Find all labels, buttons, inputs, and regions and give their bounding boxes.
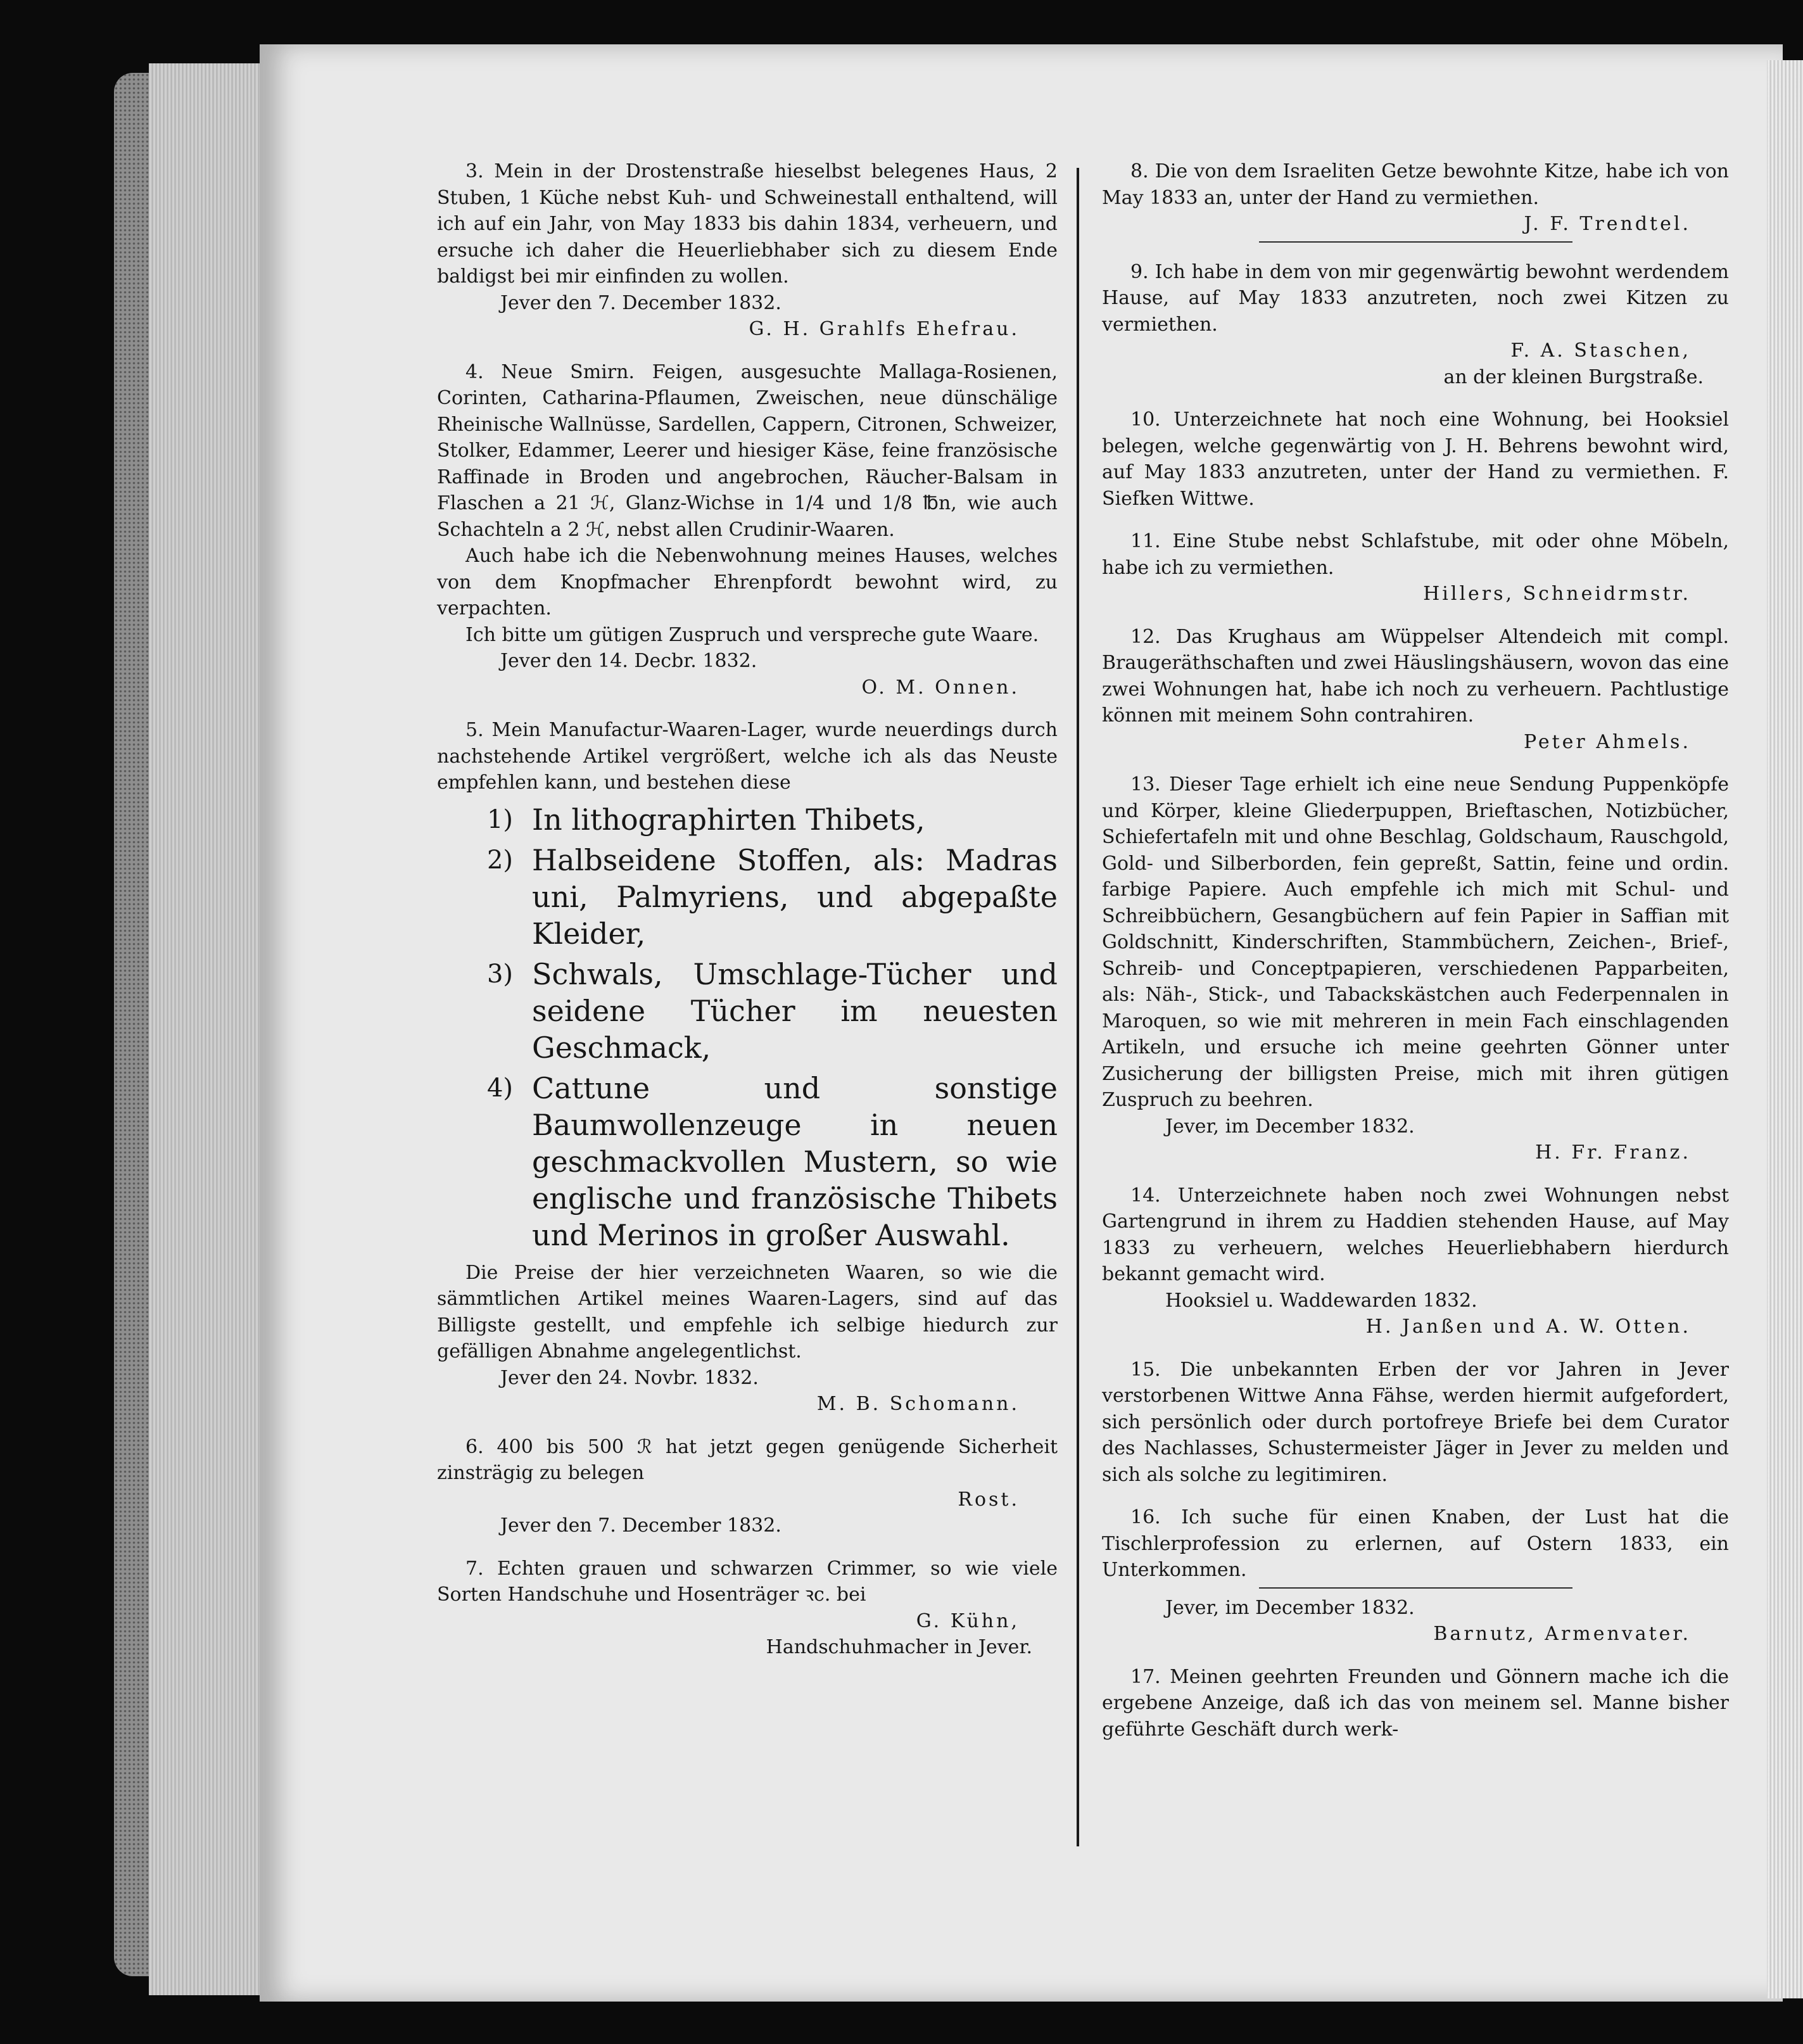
right-column <box>1102 158 1729 1759</box>
notice-text: 13. Dieser Tage erhielt ich eine neue Sendung Puppenköpfe und Körper, kleine Gliederpuppen, Brieftaschen, Notizbücher, Schiefertafeln mit und ohne Beschlag, Goldschaum, Rauschgold, Gold- und Silberborden, fein gepreßt, Sattin, feine und ordin. farbige Papiere. Auch empfehle ich mich mit Schul- und Schreibbüchern, Gesangbüchern auf fein Papier in Saffian mit Goldschnitt, Kinderschriften, Stammbüchern, Zeichen-, Brief-, Schreib- und Conceptpapieren, verschiedenen Papparbeiten, als: Näh-, Stick-, und Tabackskästchen auch Federpennalen in Maroquen, so wie mit mehreren in mein Fach einschlagenden Artikeln, und ersuche ich meine geehrten Gönner unter Zusicherung der billigsten Preise, mich mit ihren gütigen Zuspruch zu beehren. <box>1102 773 1729 1111</box>
signature: O. M. Onnen. <box>861 676 1020 699</box>
signature: Hillers, Schneidrmstr. <box>1423 583 1691 605</box>
notice-text: 4. Neue Smirn. Feigen, ausgesuchte Mallaga-Rosienen, Corinten, Catharina-Pflaumen, Zweischen, neue dünschälige Rheinische Wallnüsse, Sardellen, Cappern, Citronen, Schweizer, Stolker, Edammer, Leerer und hiesiger Käse, feine französische Raffinade in Broden und angebrochen, Räucher-Balsam in Flaschen a 21 ℋ, Glanz-Wichse in 1/4 und 1/8 ℔n, wie auch Schachteln a 2 ℋ, nebst allen Crudinir-Waaren. <box>437 360 1058 541</box>
list-item <box>437 956 1058 1066</box>
notice-item <box>1102 259 1729 391</box>
list-text: In lithographirten Thibets, <box>532 802 925 837</box>
place-date: Jever den 14. Decbr. 1832. <box>500 650 757 672</box>
notice-text: 17. Meinen geehrten Freunden und Gönnern mache ich die ergebene Anzeige, daß ich das von meinem sel. Manne bisher geführte Geschäft durch werk- <box>1102 1665 1729 1741</box>
column-divider <box>1077 168 1079 1846</box>
place-date: Hooksiel u. Waddewarden 1832. <box>1165 1289 1477 1312</box>
signature: Barnutz, Armenvater. <box>1433 1623 1691 1645</box>
separator-rule <box>1259 1587 1572 1589</box>
separator-rule <box>1259 241 1572 243</box>
notice-text: 16. Ich suche für einen Knaben, der Lust hat die Tischlerprofession zu erlernen, auf Ostern 1833, ein Unterkommen. <box>1102 1506 1729 1581</box>
signature: G. Kühn, <box>916 1609 1020 1632</box>
notice-text: 6. 400 bis 500 ℛ hat jetzt gegen genügende Sicherheit zinsträgig zu belegen <box>437 1435 1058 1484</box>
notice-item <box>1102 528 1729 607</box>
list-text: Halbseidene Stoffen, als: Madras uni, Palmyriens, und abgepaßte Kleider, <box>532 842 1058 951</box>
signature: F. A. Staschen, <box>1510 340 1691 362</box>
notice-intro: 5. Mein Manufactur-Waaren-Lager, wurde neuerdings durch nachstehende Artikel vergrößert, welche ich als das Neuste empfehlen kann, und bestehen diese <box>437 719 1058 794</box>
list-text: Schwals, Umschlage-Tücher und seidene Tücher im neuesten Geschmack, <box>532 956 1058 1065</box>
notice-text: 12. Das Krughaus am Wüppelser Altendeich mit compl. Braugeräthschaften und zwei Häuslingshäusern, wovon das eine zwei Wohnungen hat, habe ich noch zu verheuern. Pachtlustige können mit meinem Sohn contrahiren. <box>1102 625 1729 727</box>
notice-item <box>1102 1357 1729 1489</box>
signature-subline: an der kleinen Burgstraße. <box>1443 365 1704 388</box>
signature: M. B. Schomann. <box>816 1393 1020 1415</box>
notice-item <box>1102 624 1729 756</box>
list-number: 3) <box>486 959 513 989</box>
notice-item <box>437 1434 1058 1539</box>
signature: H. Janßen und A. W. Otten. <box>1365 1316 1691 1338</box>
list-item <box>437 801 1058 838</box>
signature: Peter Ahmels. <box>1524 730 1691 753</box>
list-item <box>437 842 1058 952</box>
notice-text: 9. Ich habe in dem von mir gegenwärtig bewohnt werdendem Hause, auf May 1833 anzutreten, noch zwei Kitzen zu vermiethen. <box>1102 260 1729 336</box>
article-list <box>437 801 1058 1254</box>
notice-text: 10. Unterzeichnete hat noch eine Wohnung, bei Hooksiel belegen, welche gegenwärtig von J. H. Behrens bewohnt wird, auf May 1833 anzutreten, unter der Hand zu vermiethen. F. Siefken Wittwe. <box>1102 409 1729 510</box>
notice-item <box>1102 1664 1729 1743</box>
place-date: Jever, im December 1832. <box>1165 1596 1415 1619</box>
notice-item <box>437 158 1058 343</box>
notice-text: 15. Die unbekannten Erben der vor Jahren in Jever verstorbenen Wittwe Anna Fähse, werden hiermit aufgefordert, sich persönlich oder durch portofreye Briefe bei dem Curator des Nachlasses, Schustermeister Jäger in Jever zu melden und sich als solche zu legitimiren. <box>1102 1358 1729 1486</box>
list-text: Cattune und sonstige Baumwollenzeuge in neuen geschmackvollen Mustern, so wie englische und französische Thibets und Merinos in großer Auswahl. <box>532 1070 1058 1252</box>
place-date: Jever den 7. December 1832. <box>500 1514 781 1537</box>
notice-item <box>1102 1183 1729 1340</box>
page-stack-right <box>1767 60 1803 1998</box>
signature: H. Fr. Franz. <box>1535 1141 1691 1164</box>
notice-text: Ich bitte um gütigen Zuspruch und verspreche gute Waare. <box>465 623 1039 646</box>
signature: J. F. Trendtel. <box>1524 213 1691 235</box>
place-date: Jever den 24. Novbr. 1832. <box>500 1366 759 1389</box>
notice-item <box>1102 158 1729 243</box>
notice-item <box>437 717 1058 1418</box>
place-date: Jever den 7. December 1832. <box>500 291 781 314</box>
left-column <box>437 158 1058 1677</box>
signature: Rost. <box>958 1488 1020 1511</box>
notice-text: 8. Die von dem Israeliten Getze bewohnte Kitze, habe ich von May 1833 an, unter der Hand zu vermiethen. <box>1102 160 1729 209</box>
signature-subline: Handschuhmacher in Jever. <box>766 1636 1032 1658</box>
list-number: 1) <box>486 804 513 834</box>
notice-item <box>1102 1504 1729 1647</box>
list-item <box>437 1070 1058 1254</box>
notice-item <box>1102 407 1729 512</box>
notice-item <box>437 1556 1058 1661</box>
notice-text: 3. Mein in der Drostenstraße hieselbst belegenes Haus, 2 Stuben, 1 Küche nebst Kuh- und Schweinestall enthaltend, will ich auf ein Jahr, von May 1833 bis dahin 1834, verheuern, und ersuche ich daher die Heuerliebhaber sich zu diesem Ende baldigst bei mir einfinden zu wollen. <box>437 160 1058 288</box>
notice-text: 14. Unterzeichnete haben noch zwei Wohnungen nebst Gartengrund in ihrem zu Haddien stehenden Hause, auf May 1833 zu verheuern, welches Heuerliebhabern hierdurch bekannt gemacht wird. <box>1102 1184 1729 1285</box>
signature: G. H. Grahlfs Ehefrau. <box>749 318 1020 340</box>
list-number: 4) <box>486 1073 513 1103</box>
list-number: 2) <box>486 845 513 875</box>
notice-text: Die Preise der hier verzeichneten Waaren, so wie die sämmtlichen Artikel meines Waaren-Lagers, sind auf das Billigste gestellt, und empfehle ich selbige hiedurch zur gefälligen Abnahme angelegentlichst. <box>437 1261 1058 1362</box>
notice-text: 7. Echten grauen und schwarzen Crimmer, so wie viele Sorten Handschuhe und Hosenträger ꝛc. bei <box>437 1557 1058 1606</box>
notice-text: 11. Eine Stube nebst Schlafstube, mit oder ohne Möbeln, habe ich zu vermiethen. <box>1102 530 1729 579</box>
notice-text: Auch habe ich die Nebenwohnung meines Hauses, welches von dem Knopfmacher Ehrenpfordt bewohnt wird, zu verpachten. <box>437 545 1058 619</box>
notice-item <box>1102 771 1729 1166</box>
notice-item <box>437 359 1058 701</box>
place-date: Jever, im December 1832. <box>1165 1115 1415 1138</box>
